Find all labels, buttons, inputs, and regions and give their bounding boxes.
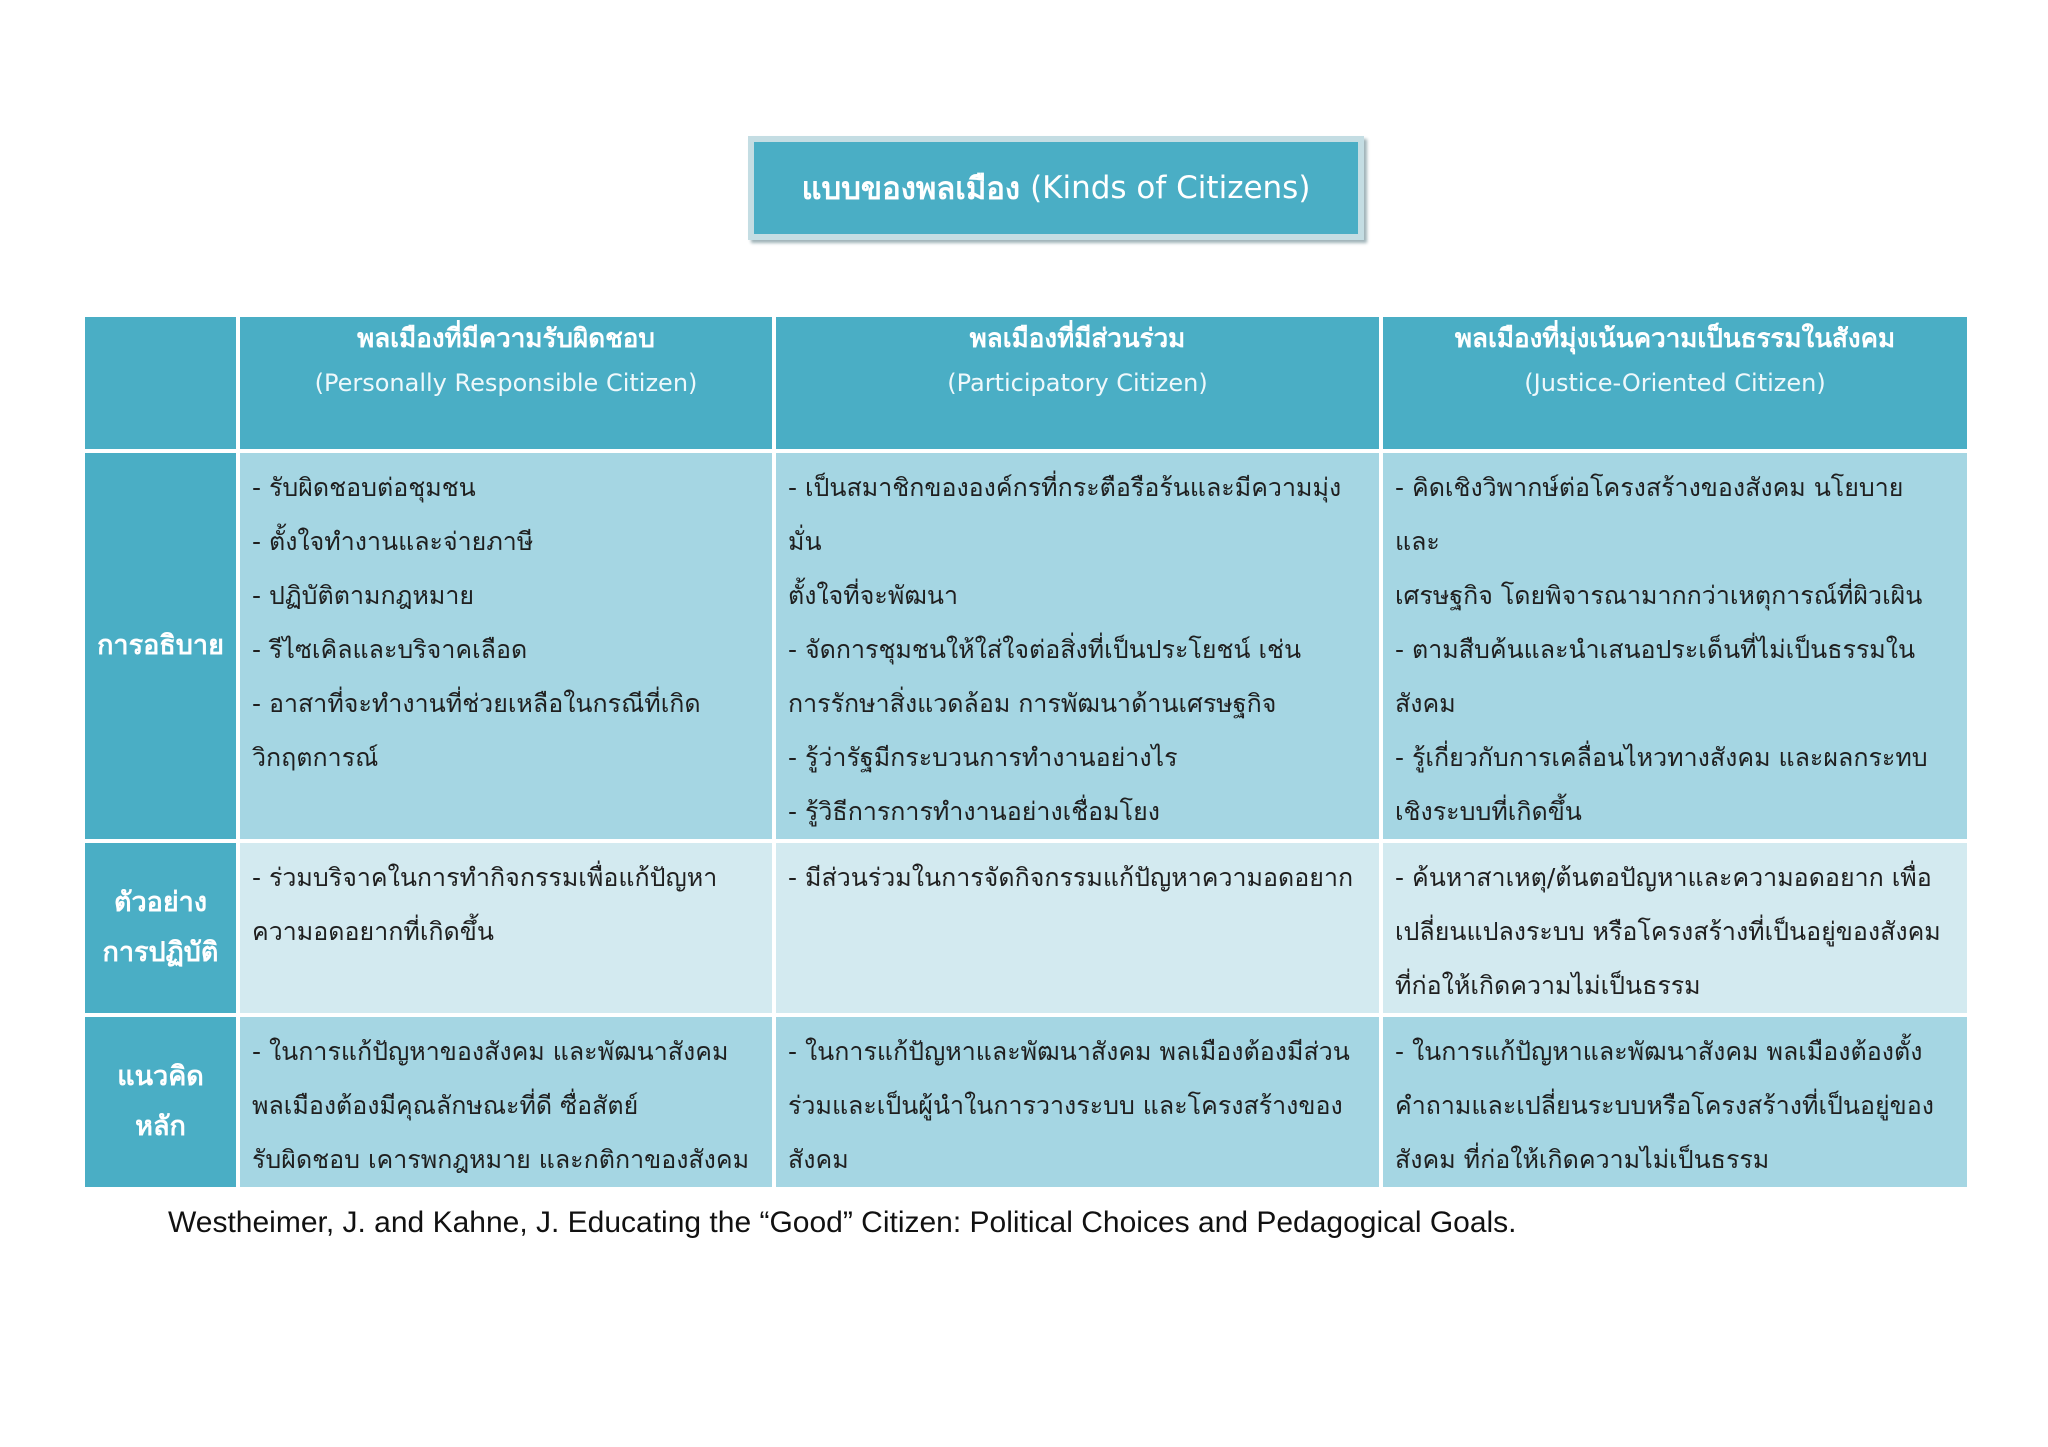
cell-text: - มีส่วนร่วมในการจัดกิจกรรมแก้ปัญหาความอดอยาก: [788, 863, 1354, 892]
table-cell: [1381, 841, 1969, 1015]
row-label-text: แนวคิด หลัก: [117, 1061, 204, 1142]
page-title-english: (Kinds of Citizens): [1030, 170, 1311, 206]
cell-text: - ในการแก้ปัญหาของสังคม และพัฒนาสังคม พลเมืองต้องมีคุณลักษณะที่ดี ซื่อสัตย์ รับผิดชอบ เคารพกฎหมาย และกติกาของสังคม: [252, 1037, 750, 1174]
column-header-thai: พลเมืองที่มีความรับผิดชอบ: [357, 324, 655, 354]
column-header-english: (Personally Responsible Citizen): [314, 369, 698, 397]
cell-text: - ในการแก้ปัญหาและพัฒนาสังคม พลเมืองต้องตั้ง คำถามและเปลี่ยนระบบหรือโครงสร้างที่เป็นอยู่ของ สังคม ที่ก่อให้เกิดความไม่เป็นธรรม: [1395, 1037, 1934, 1174]
table-cell: [238, 1015, 774, 1189]
cell-text: - เป็นสมาชิกขององค์กรที่กระตือรือร้นและมีความมุ่งมั่น ตั้งใจที่จะพัฒนา - จัดการชุมชนให้ใส่ใจต่อสิ่งที่เป็นประโยชน์ เช่น การรักษาสิ่งแวดล้อม การพัฒนาด้านเศรษฐกิจ - รู้ว่ารัฐมีกระบวนการทำงานอย่างไร - รู้วิธีการการทำงานอย่างเชื่อมโยง: [788, 473, 1342, 826]
table-row-example: [83, 841, 1969, 1015]
table-cell: [774, 1015, 1381, 1189]
page-title: [754, 142, 1358, 234]
row-label-text: ตัวอย่าง การปฏิบัติ: [102, 887, 219, 968]
table-cell: [1381, 451, 1969, 841]
table-cell: [1381, 1015, 1969, 1189]
column-header-thai: พลเมืองที่มีส่วนร่วม: [969, 324, 1186, 354]
cell-text: - ในการแก้ปัญหาและพัฒนาสังคม พลเมืองต้องมีส่วน ร่วมและเป็นผู้นำในการวางระบบ และโครงสร้างของ สังคม: [788, 1037, 1350, 1174]
page-title-thai: แบบของพลเมือง: [801, 171, 1021, 207]
column-header-personally-responsible: [238, 315, 774, 451]
table-row-description: [83, 451, 1969, 841]
table-row-concept: [83, 1015, 1969, 1189]
table-cell: [774, 841, 1381, 1015]
title-frame: [748, 136, 1364, 240]
citizen-types-table: [81, 313, 1971, 1191]
column-header-justice-oriented: [1381, 315, 1969, 451]
cell-text: - คิดเชิงวิพากษ์ต่อโครงสร้างของสังคม นโยบาย และ เศรษฐกิจ โดยพิจารณามากกว่าเหตุการณ์ที่ผิวเผิน - ตามสืบค้นและนำเสนอประเด็นที่ไม่เป็นธรรมใน สังคม - รู้เกี่ยวกับการเคลื่อนไหวทางสังคม และผลกระทบ เชิงระบบที่เกิดขึ้น: [1395, 473, 1928, 826]
table-header-row: [83, 315, 1969, 451]
column-header-thai: พลเมืองที่มุ่งเน้นความเป็นธรรมในสังคม: [1454, 324, 1896, 354]
cell-text: - ค้นหาสาเหตุ/ต้นตอปัญหาและความอดอยาก เพื่อ เปลี่ยนแปลงระบบ หรือโครงสร้างที่เป็นอยู่ของสังคม ที่ก่อให้เกิดความไม่เป็นธรรม: [1395, 863, 1941, 1000]
cell-text: - ร่วมบริจาคในการทำกิจกรรมเพื่อแก้ปัญหา ความอดอยากที่เกิดขึ้น: [252, 863, 718, 946]
table-cell: [238, 451, 774, 841]
column-header-english: (Justice-Oriented Citizen): [1524, 369, 1826, 397]
table-cell: [238, 841, 774, 1015]
column-header-participatory: [774, 315, 1381, 451]
row-label-description: การอธิบาย: [83, 451, 238, 841]
row-label-example: [83, 841, 238, 1015]
column-header-english: (Participatory Citizen): [947, 369, 1208, 397]
reference-citation: Westheimer, J. and Kahne, J. Educating the “Good” Citizen: Political Choices and Pedagogical Goals.: [168, 1206, 1517, 1239]
header-corner-cell: [83, 315, 238, 451]
cell-text: - รับผิดชอบต่อชุมชน - ตั้งใจทำงานและจ่ายภาษี - ปฏิบัติตามกฎหมาย - รีไซเคิลและบริจาคเลือด - อาสาที่จะทำงานที่ช่วยเหลือในกรณีที่เกิด วิกฤตการณ์: [252, 473, 701, 772]
table-cell: [774, 451, 1381, 841]
row-label-concept: [83, 1015, 238, 1189]
